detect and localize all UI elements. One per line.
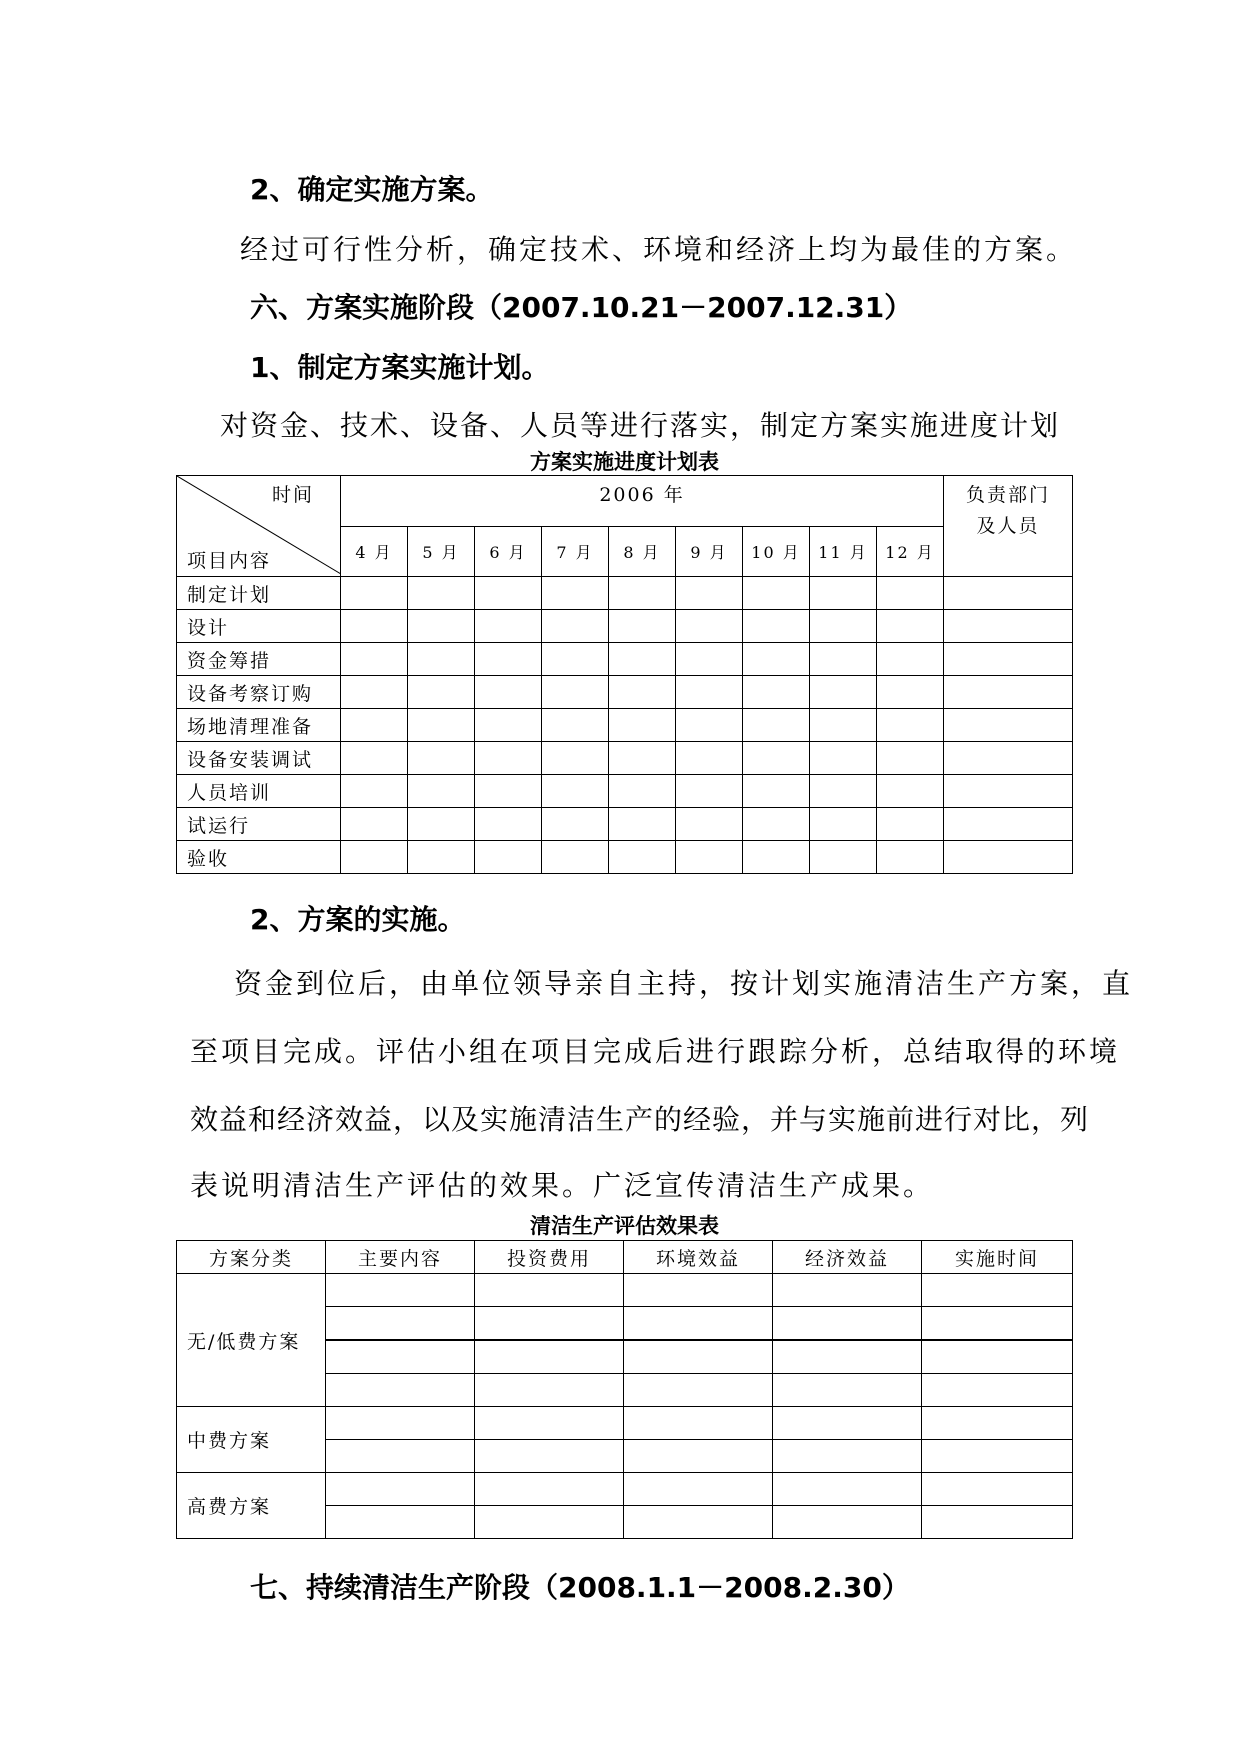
schedule-row-label: 人员培训 [177, 775, 341, 808]
section-2-paragraph: 经过可行性分析，确定技术、环境和经济上均为最佳的方案。 [240, 233, 1078, 266]
schedule-table [176, 475, 1073, 874]
month-header: 6 月 [475, 527, 542, 577]
table-row [177, 1473, 1073, 1506]
schedule-table-caption: 方案实施进度计划表 [530, 450, 719, 474]
effect-category: 高费方案 [177, 1473, 326, 1539]
month-header: 11 月 [810, 527, 877, 577]
responsible-line-2: 及人员 [976, 515, 1040, 537]
corner-time-label: 时间 [272, 484, 315, 506]
section-6-2-paragraph-line: 至项目完成。评估小组在项目完成后进行跟踪分析，总结取得的环境 [190, 1035, 1121, 1068]
section-6-2-paragraph-line: 效益和经济效益，以及实施清洁生产的经验，并与实施前进行对比，列 [190, 1103, 1090, 1136]
table-header-row [177, 1241, 1073, 1274]
month-header: 10 月 [743, 527, 810, 577]
month-header: 7 月 [542, 527, 609, 577]
effect-table-caption: 清洁生产评估效果表 [530, 1214, 719, 1238]
section-6-2-title: 2、方案的实施。 [250, 903, 466, 936]
month-header: 12 月 [877, 527, 944, 577]
table-row [177, 1274, 1073, 1307]
month-header: 8 月 [609, 527, 676, 577]
effect-header: 投资费用 [475, 1241, 624, 1274]
schedule-row-label: 场地清理准备 [177, 709, 341, 742]
effect-header: 方案分类 [177, 1241, 326, 1274]
table-row [177, 775, 1073, 808]
month-header: 9 月 [676, 527, 743, 577]
schedule-row-label: 资金筹措 [177, 643, 341, 676]
year-header: 2006 年 [341, 476, 944, 527]
effect-header: 环境效益 [624, 1241, 773, 1274]
table-row [177, 1407, 1073, 1440]
month-header: 4 月 [341, 527, 408, 577]
schedule-row-label: 验收 [177, 841, 341, 874]
section-6-1-paragraph: 对资金、技术、设备、人员等进行落实，制定方案实施进度计划 [220, 409, 1061, 442]
effect-category: 无/低费方案 [177, 1274, 326, 1407]
effect-category: 中费方案 [177, 1407, 326, 1473]
table-row [177, 841, 1073, 874]
section-6-2-paragraph-line: 资金到位后，由单位领导亲自主持，按计划实施清洁生产方案，直 [234, 967, 1134, 1000]
table-row [177, 709, 1073, 742]
effect-header: 经济效益 [773, 1241, 922, 1274]
schedule-row-label: 设备安装调试 [177, 742, 341, 775]
responsible-line-1: 负责部门 [966, 484, 1051, 506]
table-row [177, 577, 1073, 610]
effect-header: 实施时间 [922, 1241, 1073, 1274]
corner-item-label: 项目内容 [187, 550, 272, 572]
schedule-row-label: 设备考察订购 [177, 676, 341, 709]
table-row [177, 643, 1073, 676]
effect-header: 主要内容 [326, 1241, 475, 1274]
schedule-row-label: 制定计划 [177, 577, 341, 610]
table-row [177, 808, 1073, 841]
section-6-1-title: 1、制定方案实施计划。 [250, 351, 550, 384]
schedule-row-label: 设计 [177, 610, 341, 643]
table-row [177, 676, 1073, 709]
schedule-corner-cell [177, 476, 341, 577]
section-6-title: 六、方案实施阶段（2007.10.21－2007.12.31） [250, 291, 913, 324]
table-row [177, 742, 1073, 775]
schedule-row-label: 试运行 [177, 808, 341, 841]
month-header: 5 月 [408, 527, 475, 577]
section-6-2-paragraph-line: 表说明清洁生产评估的效果。广泛宣传清洁生产成果。 [190, 1169, 935, 1202]
table-row [177, 610, 1073, 643]
section-2-title: 2、确定实施方案。 [250, 173, 494, 206]
responsible-header [944, 476, 1073, 577]
section-7-title: 七、持续清洁生产阶段（2008.1.1－2008.2.30） [250, 1571, 910, 1604]
effect-table [176, 1240, 1073, 1539]
